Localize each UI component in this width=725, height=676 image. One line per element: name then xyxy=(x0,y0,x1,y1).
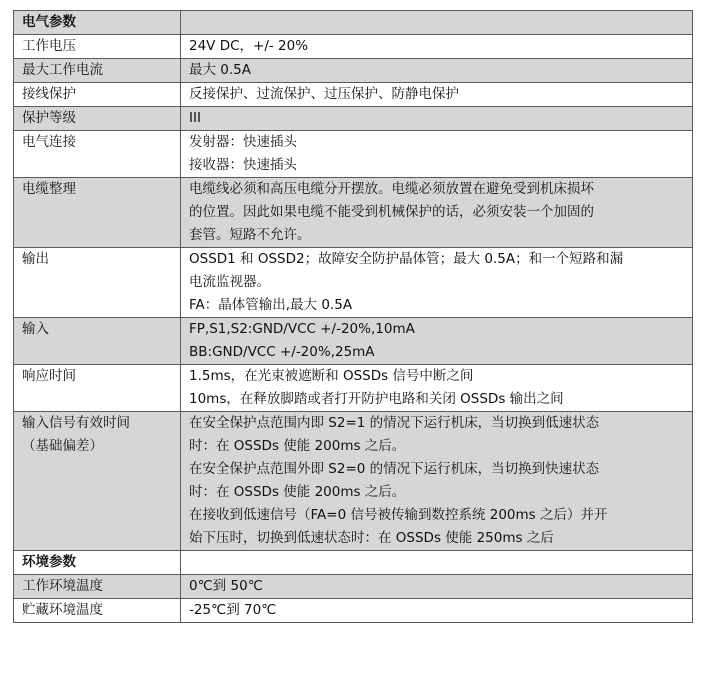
row-value: FP,S1,S2:GND/VCC +/-20%,10mA BB:GND/VCC +/-20%,25mA xyxy=(181,318,693,365)
row-value: 24V DC，+/- 20% xyxy=(181,35,693,59)
section-header-environment xyxy=(14,551,693,575)
row-label: 最大工作电流 xyxy=(14,59,181,83)
row-label: 输入 xyxy=(14,318,181,365)
row-value: OSSD1 和 OSSD2；故障安全防护晶体管；最大 0.5A；和一个短路和漏 电流监视器。 FA：晶体管输出,最大 0.5A xyxy=(181,248,693,318)
row-value: 电缆线必须和高压电缆分开摆放。电缆必须放置在避免受到机床损坏 的位置。因此如果电缆不能受到机械保护的话，必须安装一个加固的 套管。短路不允许。 xyxy=(181,178,693,248)
table-row xyxy=(14,365,693,412)
row-label: 工作电压 xyxy=(14,35,181,59)
row-value: -25℃到 70℃ xyxy=(181,599,693,623)
table-row xyxy=(14,318,693,365)
table-row xyxy=(14,178,693,248)
row-label: 电气连接 xyxy=(14,131,181,178)
row-label: 电缆整理 xyxy=(14,178,181,248)
table-row xyxy=(14,107,693,131)
row-value: 1.5ms，在光束被遮断和 OSSDs 信号中断之间 10ms，在释放脚踏或者打开防护电路和关闭 OSSDs 输出之间 xyxy=(181,365,693,412)
row-value: 最大 0.5A xyxy=(181,59,693,83)
section-header-electrical xyxy=(14,11,693,35)
section-title: 电气参数 xyxy=(14,11,181,35)
table-row xyxy=(14,35,693,59)
table-row xyxy=(14,59,693,83)
row-value: 反接保护、过流保护、过压保护、防静电保护 xyxy=(181,83,693,107)
row-label: 贮藏环境温度 xyxy=(14,599,181,623)
table-row xyxy=(14,599,693,623)
row-value: III xyxy=(181,107,693,131)
row-label: 响应时间 xyxy=(14,365,181,412)
row-label: 输出 xyxy=(14,248,181,318)
spec-table xyxy=(13,10,693,623)
row-label: 接线保护 xyxy=(14,83,181,107)
row-label: 输入信号有效时间 （基础偏差） xyxy=(14,412,181,551)
row-value: 发射器：快速插头 接收器：快速插头 xyxy=(181,131,693,178)
section-title: 环境参数 xyxy=(14,551,181,575)
table-row xyxy=(14,131,693,178)
row-value: 0℃到 50℃ xyxy=(181,575,693,599)
table-row xyxy=(14,83,693,107)
table-row xyxy=(14,248,693,318)
table-row xyxy=(14,412,693,551)
row-label: 工作环境温度 xyxy=(14,575,181,599)
row-label: 保护等级 xyxy=(14,107,181,131)
table-row xyxy=(14,575,693,599)
row-value: 在安全保护点范围内即 S2=1 的情况下运行机床，当切换到低速状态 时：在 OSSDs 使能 200ms 之后。 在安全保护点范围外即 S2=0 的情况下运行机床，当切换到快速状态 时：在 OSSDs 使能 200ms 之后。 在接收到低速信号（FA=0 信号被传输到数控系统 200ms 之后）并开 始下压时，切换到低速状态时：在 OSSDs 使能 250ms 之后 xyxy=(181,412,693,551)
